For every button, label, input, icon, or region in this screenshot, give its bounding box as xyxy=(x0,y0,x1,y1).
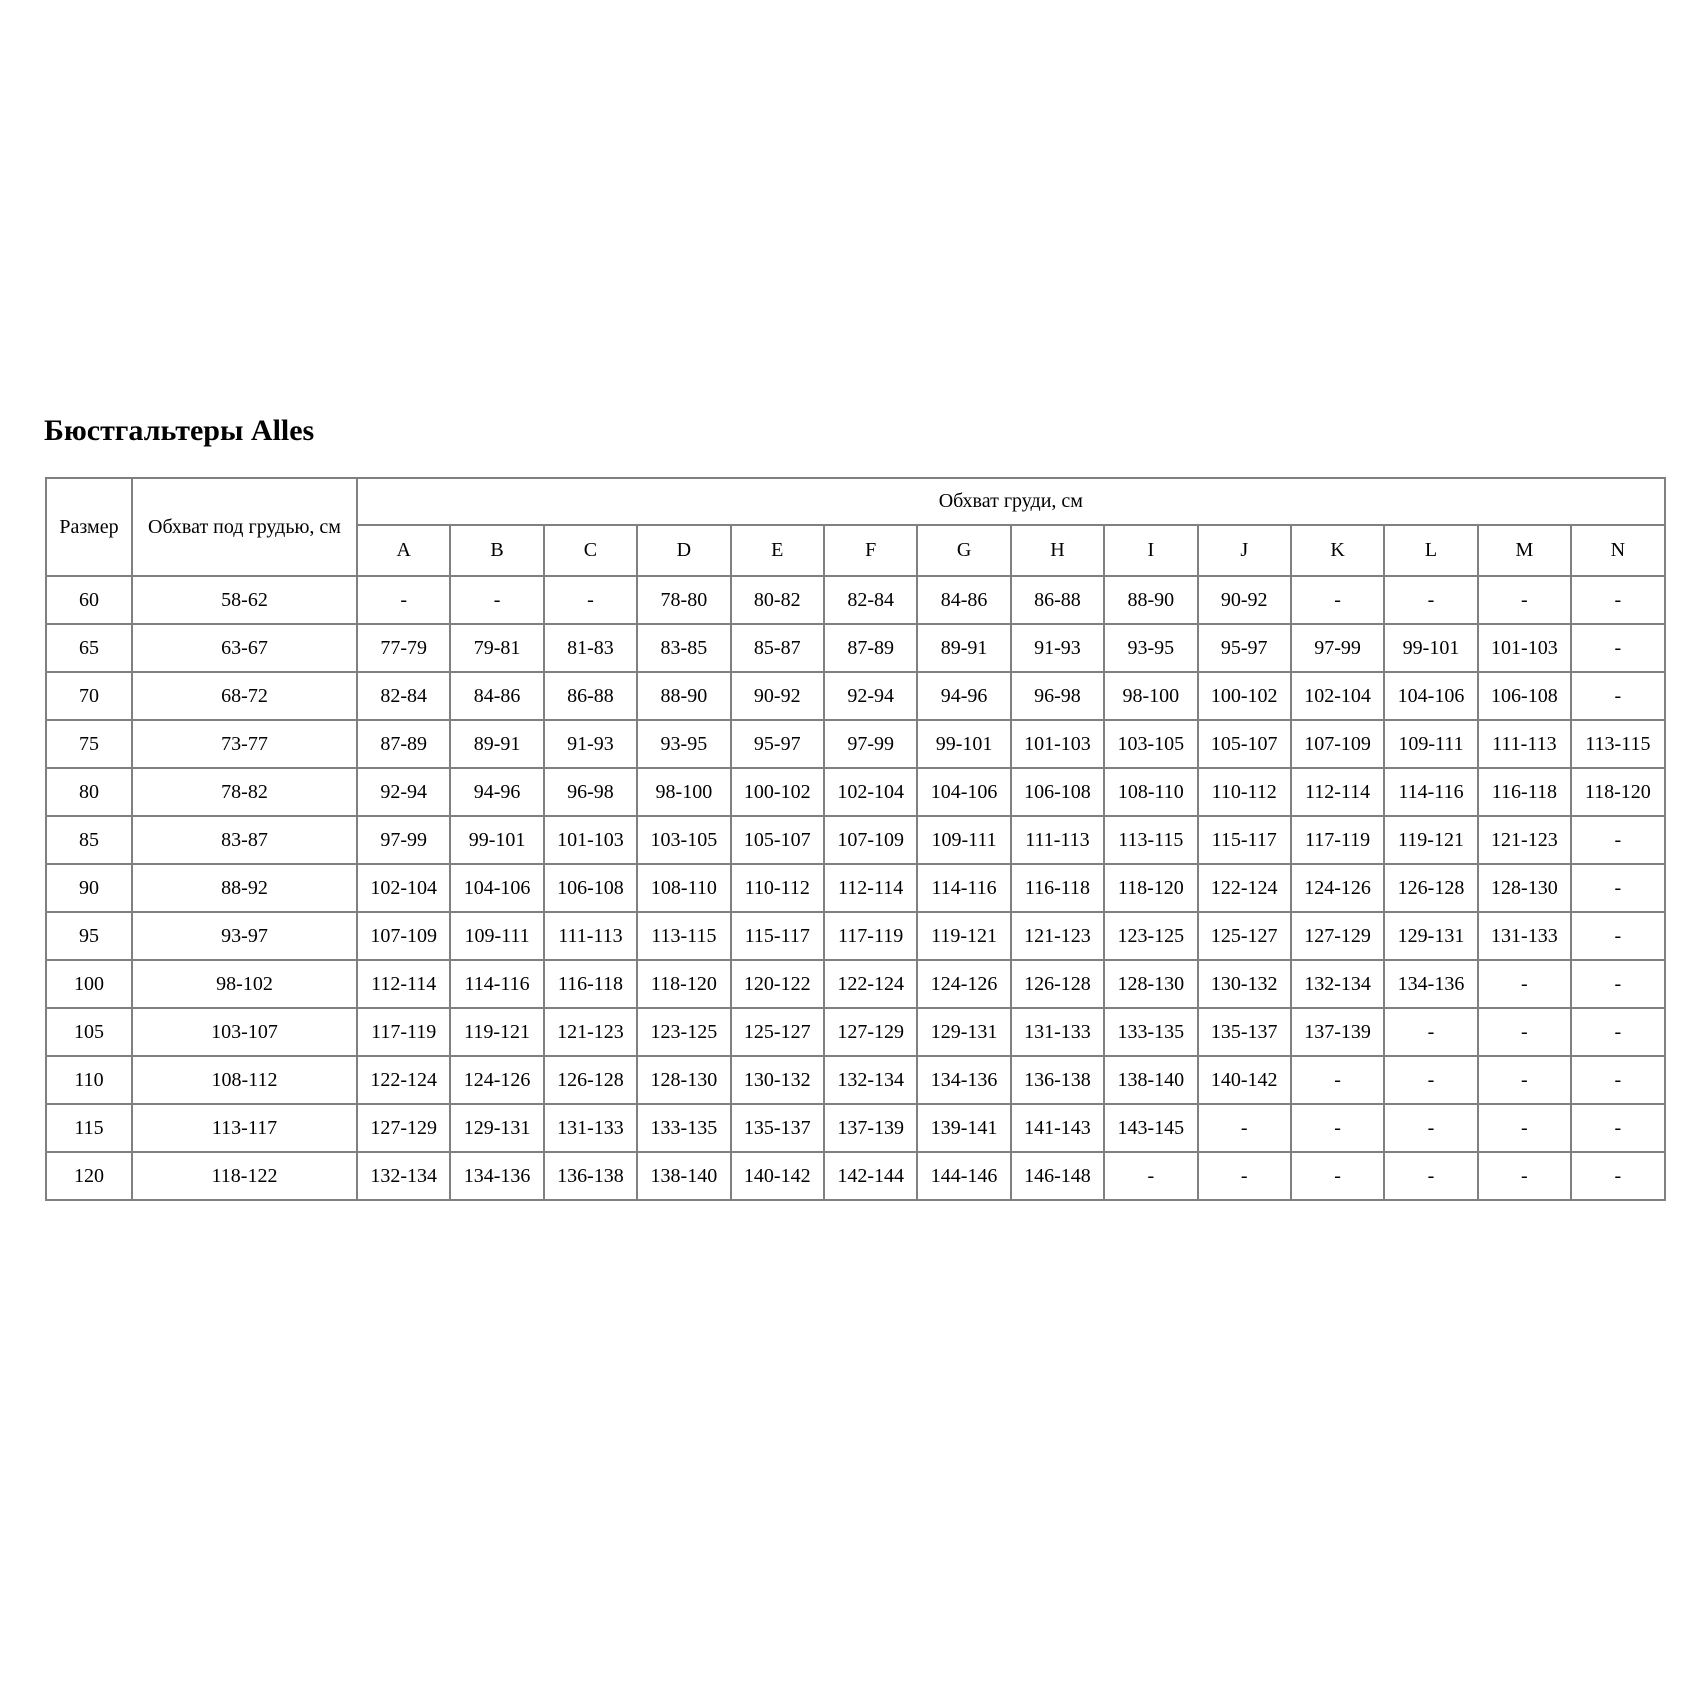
cup-range-cell: - xyxy=(1571,960,1665,1008)
cup-range-cell: 91-93 xyxy=(544,720,637,768)
cup-range-cell: 111-113 xyxy=(1011,816,1104,864)
table-row xyxy=(46,912,1665,960)
cup-range-cell: 121-123 xyxy=(1478,816,1571,864)
table-row xyxy=(46,960,1665,1008)
cup-range-cell: 93-95 xyxy=(1104,624,1197,672)
cup-range-cell: 134-136 xyxy=(1384,960,1477,1008)
table-row xyxy=(46,816,1665,864)
cup-range-cell: 99-101 xyxy=(450,816,543,864)
cup-range-cell: 96-98 xyxy=(544,768,637,816)
cup-range-cell: - xyxy=(1384,1104,1477,1152)
size-cell: 65 xyxy=(46,624,132,672)
cup-range-cell: 125-127 xyxy=(731,1008,824,1056)
cup-range-cell: 121-123 xyxy=(1011,912,1104,960)
cup-range-cell: 116-118 xyxy=(1011,864,1104,912)
cup-range-cell: 134-136 xyxy=(917,1056,1010,1104)
cup-range-cell: 88-90 xyxy=(637,672,730,720)
cup-range-cell: 81-83 xyxy=(544,624,637,672)
cup-column-header: E xyxy=(731,525,824,576)
cup-range-cell: 135-137 xyxy=(731,1104,824,1152)
cup-range-cell: 113-115 xyxy=(637,912,730,960)
cup-range-cell: 124-126 xyxy=(917,960,1010,1008)
cup-range-cell: - xyxy=(1384,1056,1477,1104)
cup-range-cell: 129-131 xyxy=(917,1008,1010,1056)
cup-range-cell: 97-99 xyxy=(824,720,917,768)
cup-range-cell: 125-127 xyxy=(1198,912,1291,960)
cup-range-cell: 103-105 xyxy=(1104,720,1197,768)
cup-column-header: I xyxy=(1104,525,1197,576)
cup-range-cell: - xyxy=(1478,1008,1571,1056)
cup-range-cell: 85-87 xyxy=(731,624,824,672)
cup-range-cell: 118-120 xyxy=(637,960,730,1008)
underbust-cell: 68-72 xyxy=(132,672,357,720)
cup-range-cell: 146-148 xyxy=(1011,1152,1104,1200)
cup-range-cell: 110-112 xyxy=(1198,768,1291,816)
underbust-cell: 83-87 xyxy=(132,816,357,864)
cup-column-header: G xyxy=(917,525,1010,576)
cup-range-cell: 126-128 xyxy=(1011,960,1104,1008)
cup-range-cell: 104-106 xyxy=(450,864,543,912)
cup-range-cell: 93-95 xyxy=(637,720,730,768)
cup-range-cell: - xyxy=(1384,1152,1477,1200)
cup-range-cell: 132-134 xyxy=(357,1152,450,1200)
cup-range-cell: 91-93 xyxy=(1011,624,1104,672)
cup-range-cell: 90-92 xyxy=(1198,576,1291,624)
cup-range-cell: 77-79 xyxy=(357,624,450,672)
cup-range-cell: 144-146 xyxy=(917,1152,1010,1200)
cup-range-cell: 80-82 xyxy=(731,576,824,624)
cup-range-cell: 107-109 xyxy=(824,816,917,864)
cup-range-cell: 130-132 xyxy=(731,1056,824,1104)
cup-range-cell: 101-103 xyxy=(544,816,637,864)
cup-range-cell: 102-104 xyxy=(824,768,917,816)
size-cell: 110 xyxy=(46,1056,132,1104)
size-cell: 75 xyxy=(46,720,132,768)
cup-range-cell: 84-86 xyxy=(917,576,1010,624)
cup-range-cell: 138-140 xyxy=(637,1152,730,1200)
cup-range-cell: 127-129 xyxy=(357,1104,450,1152)
cup-range-cell: 121-123 xyxy=(544,1008,637,1056)
cup-range-cell: 116-118 xyxy=(1478,768,1571,816)
cup-range-cell: 114-116 xyxy=(917,864,1010,912)
underbust-cell: 113-117 xyxy=(132,1104,357,1152)
cup-range-cell: 100-102 xyxy=(1198,672,1291,720)
page-title: Бюстгальтеры Alles xyxy=(44,414,315,447)
cup-range-cell: 108-110 xyxy=(637,864,730,912)
cup-range-cell: 116-118 xyxy=(544,960,637,1008)
cup-range-cell: 94-96 xyxy=(450,768,543,816)
cup-range-cell: 97-99 xyxy=(1291,624,1384,672)
cup-range-cell: 96-98 xyxy=(1011,672,1104,720)
size-cell: 105 xyxy=(46,1008,132,1056)
cup-range-cell: 106-108 xyxy=(1478,672,1571,720)
cup-column-header: A xyxy=(357,525,450,576)
cup-range-cell: 122-124 xyxy=(357,1056,450,1104)
cup-range-cell: 137-139 xyxy=(1291,1008,1384,1056)
size-cell: 80 xyxy=(46,768,132,816)
cup-range-cell: 86-88 xyxy=(544,672,637,720)
cup-range-cell: 142-144 xyxy=(824,1152,917,1200)
cup-range-cell: 110-112 xyxy=(731,864,824,912)
underbust-cell: 118-122 xyxy=(132,1152,357,1200)
cup-range-cell: 106-108 xyxy=(1011,768,1104,816)
table-row xyxy=(46,768,1665,816)
size-cell: 60 xyxy=(46,576,132,624)
cup-range-cell: 135-137 xyxy=(1198,1008,1291,1056)
cup-range-cell: 118-120 xyxy=(1104,864,1197,912)
cup-range-cell: 128-130 xyxy=(1478,864,1571,912)
cup-range-cell: 114-116 xyxy=(1384,768,1477,816)
cup-range-cell: 117-119 xyxy=(824,912,917,960)
cup-range-cell: 120-122 xyxy=(731,960,824,1008)
cup-column-header: F xyxy=(824,525,917,576)
underbust-cell: 93-97 xyxy=(132,912,357,960)
cup-range-cell: 101-103 xyxy=(1478,624,1571,672)
cup-range-cell: 122-124 xyxy=(1198,864,1291,912)
cup-range-cell: 133-135 xyxy=(637,1104,730,1152)
cup-range-cell: 119-121 xyxy=(450,1008,543,1056)
cup-range-cell: 124-126 xyxy=(450,1056,543,1104)
cup-range-cell: 87-89 xyxy=(357,720,450,768)
size-chart-table xyxy=(45,477,1666,1201)
cup-range-cell: - xyxy=(1571,1008,1665,1056)
table-row xyxy=(46,1104,1665,1152)
size-cell: 100 xyxy=(46,960,132,1008)
cup-range-cell: 99-101 xyxy=(917,720,1010,768)
cup-range-cell: - xyxy=(1571,1056,1665,1104)
cup-range-cell: 97-99 xyxy=(357,816,450,864)
cup-range-cell: - xyxy=(1478,576,1571,624)
cup-range-cell: 140-142 xyxy=(731,1152,824,1200)
cup-range-cell: 112-114 xyxy=(1291,768,1384,816)
cup-range-cell: - xyxy=(1384,576,1477,624)
cup-range-cell: 109-111 xyxy=(450,912,543,960)
underbust-cell: 98-102 xyxy=(132,960,357,1008)
size-cell: 90 xyxy=(46,864,132,912)
underbust-cell: 103-107 xyxy=(132,1008,357,1056)
cup-range-cell: - xyxy=(1104,1152,1197,1200)
cup-range-cell: 78-80 xyxy=(637,576,730,624)
cup-range-cell: 99-101 xyxy=(1384,624,1477,672)
cup-range-cell: 128-130 xyxy=(1104,960,1197,1008)
table-row xyxy=(46,1152,1665,1200)
cup-range-cell: - xyxy=(1478,1104,1571,1152)
underbust-cell: 78-82 xyxy=(132,768,357,816)
table-header-row-top xyxy=(46,478,1665,525)
underbust-cell: 108-112 xyxy=(132,1056,357,1104)
cup-range-cell: 82-84 xyxy=(357,672,450,720)
cup-range-cell: 104-106 xyxy=(1384,672,1477,720)
cup-range-cell: 100-102 xyxy=(731,768,824,816)
cup-range-cell: 83-85 xyxy=(637,624,730,672)
cup-range-cell: 129-131 xyxy=(1384,912,1477,960)
size-cell: 120 xyxy=(46,1152,132,1200)
cup-range-cell: - xyxy=(1571,624,1665,672)
table-body xyxy=(46,576,1665,1200)
underbust-cell: 58-62 xyxy=(132,576,357,624)
size-cell: 95 xyxy=(46,912,132,960)
size-cell: 70 xyxy=(46,672,132,720)
size-column-header: Размер xyxy=(46,478,132,576)
size-cell: 115 xyxy=(46,1104,132,1152)
cup-range-cell: 138-140 xyxy=(1104,1056,1197,1104)
underbust-cell: 88-92 xyxy=(132,864,357,912)
cup-range-cell: 136-138 xyxy=(1011,1056,1104,1104)
cup-range-cell: 134-136 xyxy=(450,1152,543,1200)
cup-range-cell: 119-121 xyxy=(1384,816,1477,864)
cup-range-cell: 130-132 xyxy=(1198,960,1291,1008)
cup-range-cell: 111-113 xyxy=(544,912,637,960)
cup-range-cell: 126-128 xyxy=(544,1056,637,1104)
cup-range-cell: 94-96 xyxy=(917,672,1010,720)
cup-range-cell: - xyxy=(1291,1056,1384,1104)
table-row xyxy=(46,864,1665,912)
cup-range-cell: - xyxy=(450,576,543,624)
cup-range-cell: 114-116 xyxy=(450,960,543,1008)
cup-range-cell: - xyxy=(1198,1152,1291,1200)
cup-range-cell: 128-130 xyxy=(637,1056,730,1104)
cup-range-cell: 115-117 xyxy=(1198,816,1291,864)
cup-column-header: D xyxy=(637,525,730,576)
table-header xyxy=(46,478,1665,576)
cup-range-cell: - xyxy=(1571,1104,1665,1152)
cup-column-header: C xyxy=(544,525,637,576)
cup-range-cell: 105-107 xyxy=(731,816,824,864)
cup-range-cell: 89-91 xyxy=(450,720,543,768)
cup-range-cell: 137-139 xyxy=(824,1104,917,1152)
cup-range-cell: 117-119 xyxy=(357,1008,450,1056)
cup-range-cell: 103-105 xyxy=(637,816,730,864)
cup-range-cell: 98-100 xyxy=(637,768,730,816)
cup-range-cell: 112-114 xyxy=(357,960,450,1008)
cup-range-cell: 105-107 xyxy=(1198,720,1291,768)
cup-range-cell: - xyxy=(1291,1152,1384,1200)
size-cell: 85 xyxy=(46,816,132,864)
cup-range-cell: 113-115 xyxy=(1571,720,1665,768)
cup-range-cell: 118-120 xyxy=(1571,768,1665,816)
bust-group-header: Обхват груди, см xyxy=(357,478,1665,525)
cup-range-cell: - xyxy=(1571,816,1665,864)
cup-range-cell: 126-128 xyxy=(1384,864,1477,912)
cup-range-cell: 115-117 xyxy=(731,912,824,960)
cup-range-cell: 131-133 xyxy=(1011,1008,1104,1056)
cup-range-cell: 123-125 xyxy=(637,1008,730,1056)
cup-range-cell: 89-91 xyxy=(917,624,1010,672)
cup-range-cell: - xyxy=(1571,912,1665,960)
cup-column-header: N xyxy=(1571,525,1665,576)
cup-range-cell: 92-94 xyxy=(357,768,450,816)
cup-range-cell: 132-134 xyxy=(824,1056,917,1104)
cup-range-cell: 117-119 xyxy=(1291,816,1384,864)
cup-range-cell: 122-124 xyxy=(824,960,917,1008)
cup-column-header: H xyxy=(1011,525,1104,576)
cup-range-cell: 107-109 xyxy=(1291,720,1384,768)
cup-range-cell: 107-109 xyxy=(357,912,450,960)
cup-range-cell: - xyxy=(357,576,450,624)
cup-range-cell: - xyxy=(1478,1056,1571,1104)
cup-range-cell: - xyxy=(1291,1104,1384,1152)
cup-range-cell: 98-100 xyxy=(1104,672,1197,720)
cup-range-cell: 127-129 xyxy=(1291,912,1384,960)
cup-range-cell: 104-106 xyxy=(917,768,1010,816)
cup-range-cell: 139-141 xyxy=(917,1104,1010,1152)
cup-range-cell: 108-110 xyxy=(1104,768,1197,816)
cup-range-cell: 140-142 xyxy=(1198,1056,1291,1104)
cup-range-cell: 86-88 xyxy=(1011,576,1104,624)
cup-range-cell: 119-121 xyxy=(917,912,1010,960)
cup-range-cell: 143-145 xyxy=(1104,1104,1197,1152)
cup-range-cell: 82-84 xyxy=(824,576,917,624)
cup-range-cell: 132-134 xyxy=(1291,960,1384,1008)
cup-range-cell: - xyxy=(1198,1104,1291,1152)
cup-range-cell: 131-133 xyxy=(1478,912,1571,960)
table-row xyxy=(46,720,1665,768)
cup-range-cell: - xyxy=(1571,1152,1665,1200)
cup-range-cell: 92-94 xyxy=(824,672,917,720)
cup-range-cell: 79-81 xyxy=(450,624,543,672)
underbust-column-header: Обхват под грудью, см xyxy=(132,478,357,576)
table-row xyxy=(46,672,1665,720)
cup-range-cell: - xyxy=(1478,960,1571,1008)
cup-range-cell: 95-97 xyxy=(1198,624,1291,672)
cup-range-cell: - xyxy=(1571,864,1665,912)
cup-range-cell: 131-133 xyxy=(544,1104,637,1152)
cup-range-cell: 95-97 xyxy=(731,720,824,768)
cup-range-cell: 106-108 xyxy=(544,864,637,912)
underbust-cell: 73-77 xyxy=(132,720,357,768)
cup-range-cell: - xyxy=(1384,1008,1477,1056)
table-row xyxy=(46,576,1665,624)
cup-range-cell: 123-125 xyxy=(1104,912,1197,960)
underbust-cell: 63-67 xyxy=(132,624,357,672)
cup-range-cell: 111-113 xyxy=(1478,720,1571,768)
cup-range-cell: 127-129 xyxy=(824,1008,917,1056)
cup-column-header: K xyxy=(1291,525,1384,576)
cup-range-cell: - xyxy=(1571,672,1665,720)
cup-range-cell: 109-111 xyxy=(917,816,1010,864)
cup-range-cell: 136-138 xyxy=(544,1152,637,1200)
cup-range-cell: 141-143 xyxy=(1011,1104,1104,1152)
cup-range-cell: 112-114 xyxy=(824,864,917,912)
cup-column-header: B xyxy=(450,525,543,576)
cup-range-cell: 133-135 xyxy=(1104,1008,1197,1056)
cup-range-cell: 102-104 xyxy=(1291,672,1384,720)
table-row xyxy=(46,1008,1665,1056)
cup-column-header: M xyxy=(1478,525,1571,576)
table-row xyxy=(46,1056,1665,1104)
cup-range-cell: 84-86 xyxy=(450,672,543,720)
cup-range-cell: 124-126 xyxy=(1291,864,1384,912)
cup-range-cell: - xyxy=(1571,576,1665,624)
cup-range-cell: - xyxy=(1478,1152,1571,1200)
cup-column-header: L xyxy=(1384,525,1477,576)
cup-range-cell: 101-103 xyxy=(1011,720,1104,768)
cup-range-cell: 88-90 xyxy=(1104,576,1197,624)
cup-range-cell: 109-111 xyxy=(1384,720,1477,768)
cup-range-cell: - xyxy=(1291,576,1384,624)
table-row xyxy=(46,624,1665,672)
cup-range-cell: 113-115 xyxy=(1104,816,1197,864)
cup-range-cell: 87-89 xyxy=(824,624,917,672)
cup-column-header: J xyxy=(1198,525,1291,576)
cup-range-cell: - xyxy=(544,576,637,624)
cup-range-cell: 129-131 xyxy=(450,1104,543,1152)
cup-range-cell: 102-104 xyxy=(357,864,450,912)
cup-range-cell: 90-92 xyxy=(731,672,824,720)
